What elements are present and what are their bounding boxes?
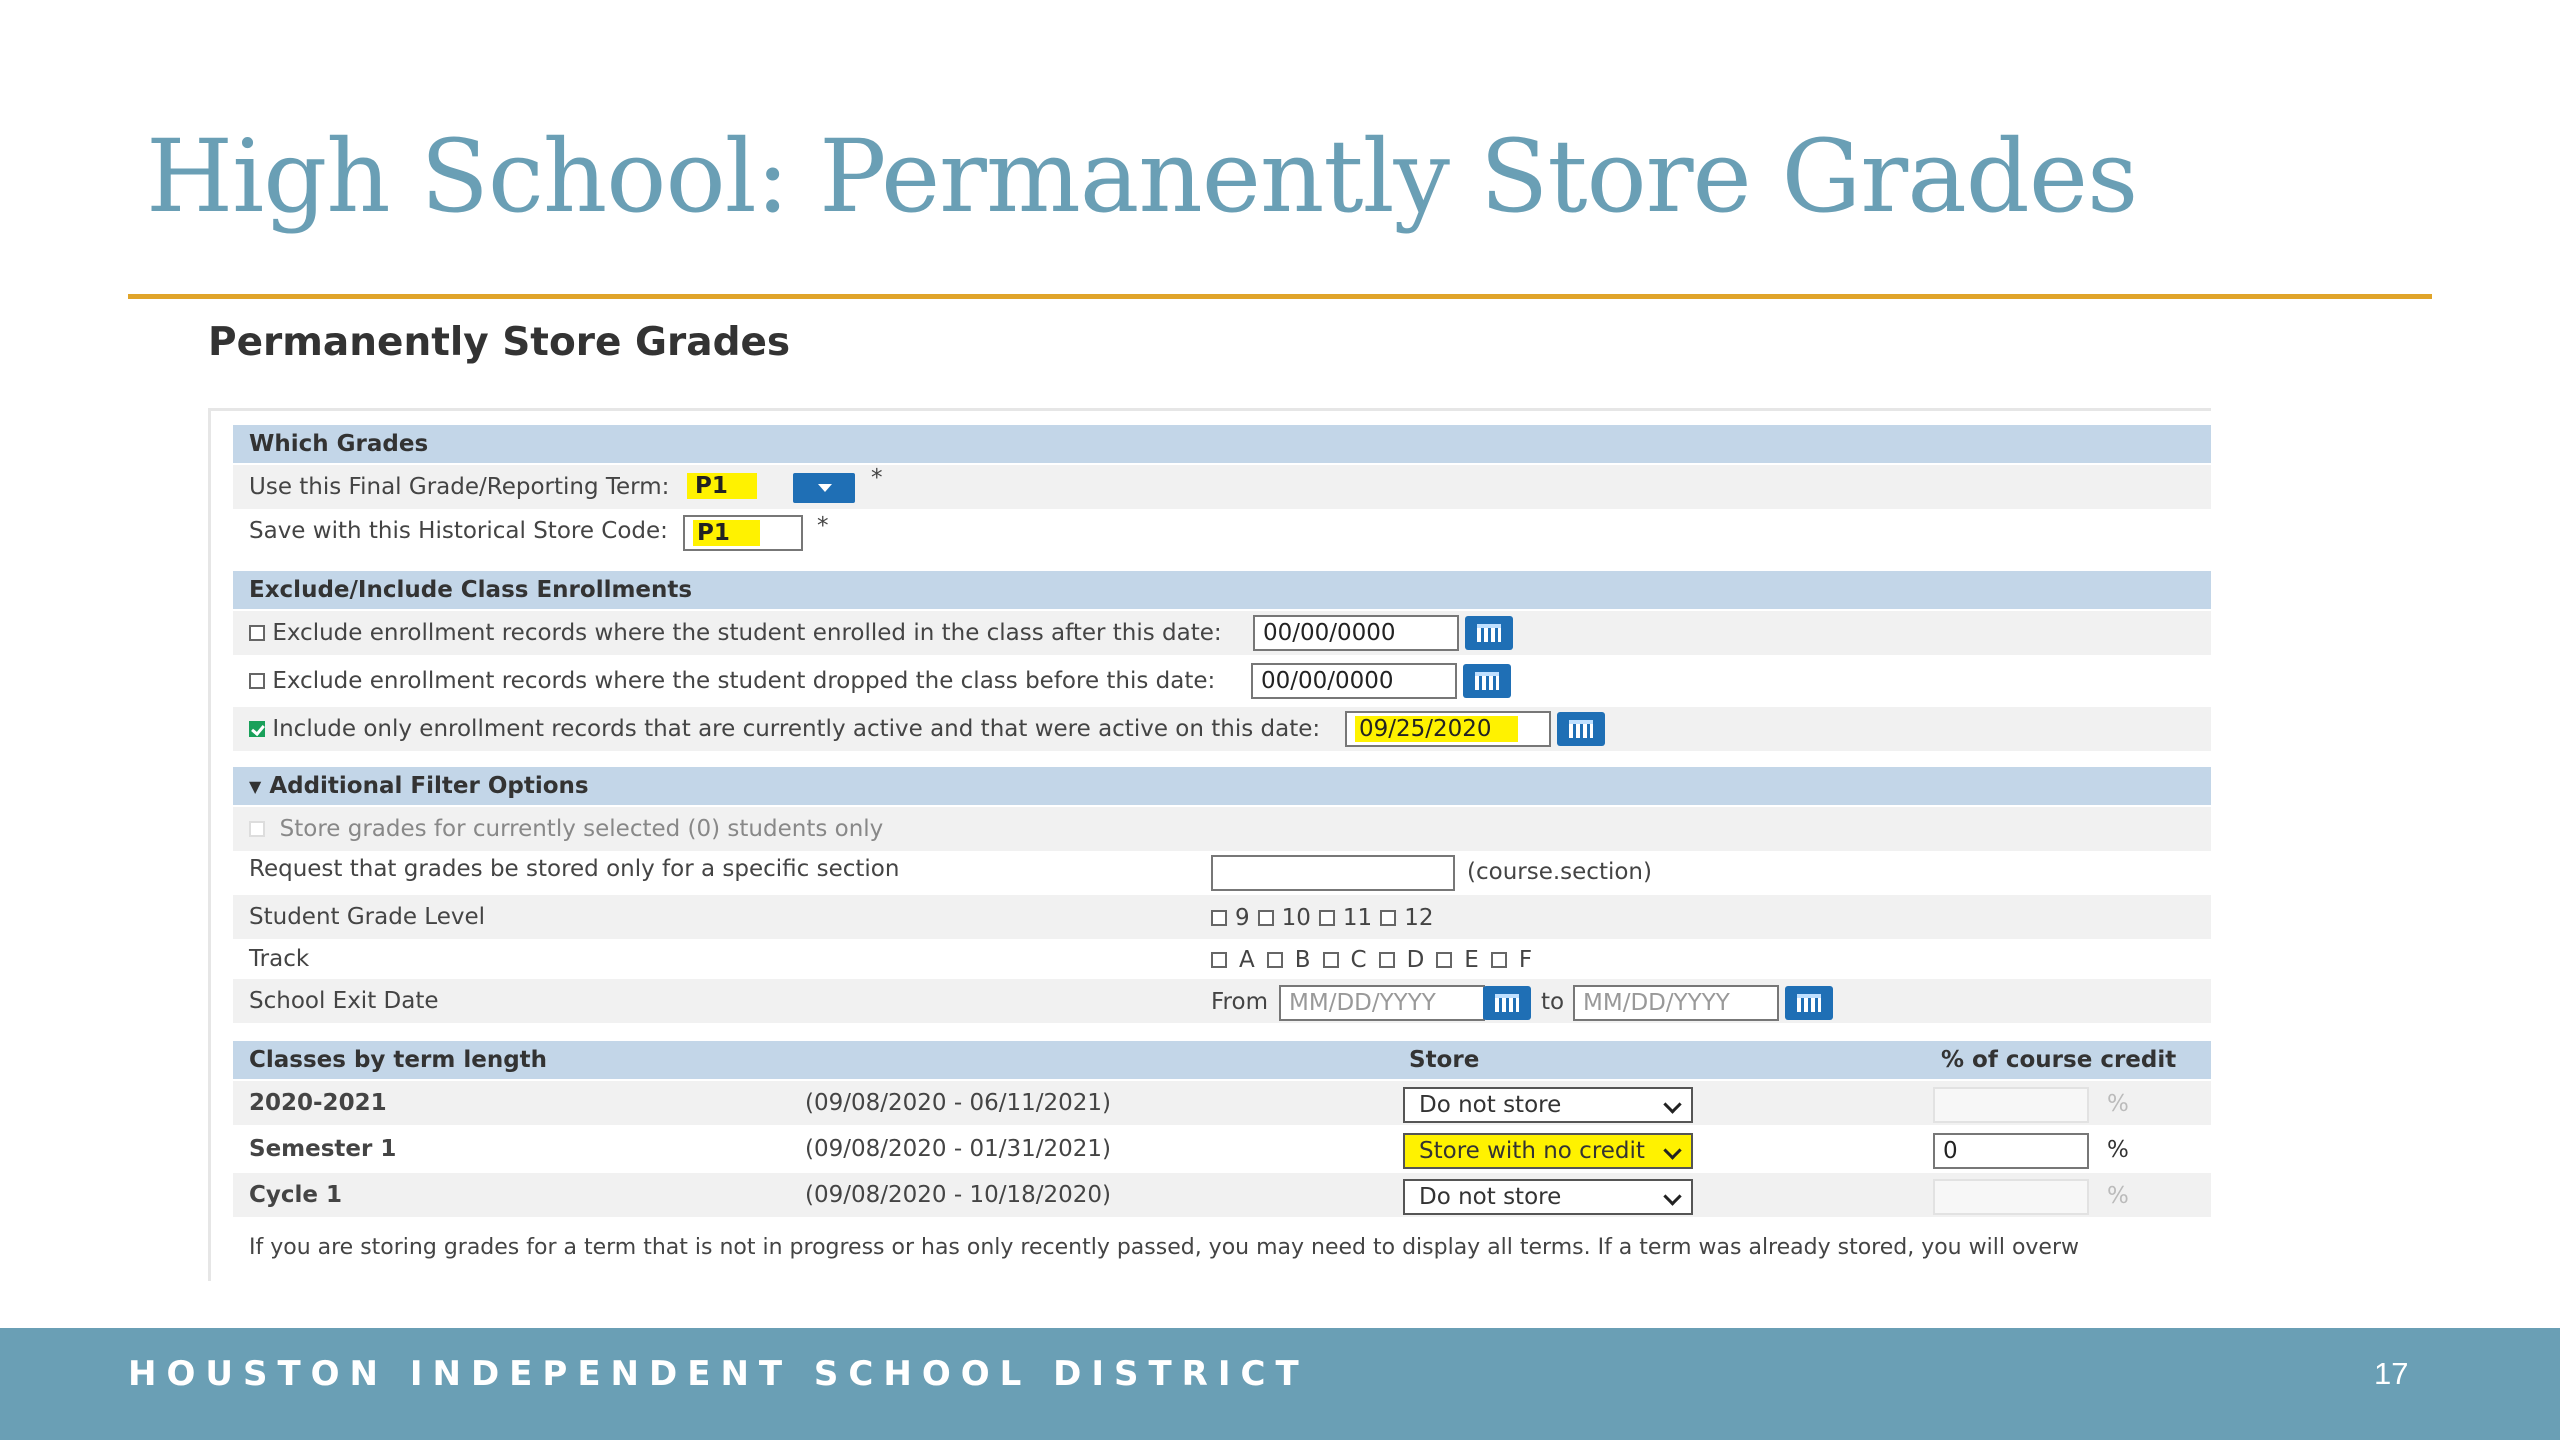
credit-input-cycle-1[interactable] [1933, 1179, 2089, 1215]
header-credit: % of course credit [1941, 1047, 2177, 1073]
section-header-filters[interactable] [233, 767, 2211, 805]
exclude-before-label: Exclude enrollment records where the student dropped the class before this date: [272, 668, 1216, 694]
exclude-before-checkbox[interactable] [249, 673, 265, 689]
store-select-value: Store with no credit [1419, 1138, 1645, 1164]
exclude-before-row [233, 659, 2211, 703]
from-label: From [1211, 989, 1268, 1015]
include-active-date-value: 09/25/2020 [1355, 716, 1518, 742]
percent-label: % [2107, 1183, 2129, 1209]
term-dates: (09/08/2020 - 06/11/2021) [805, 1090, 1111, 1116]
section-input[interactable] [1211, 855, 1455, 891]
store-select-cycle-1[interactable] [1403, 1179, 1693, 1215]
table-row [233, 1173, 2211, 1217]
grade-12-label: 12 [1404, 905, 1434, 931]
grade-10-checkbox[interactable] [1258, 910, 1274, 926]
term-name: Cycle 1 [249, 1182, 342, 1208]
required-asterisk: * [871, 465, 883, 491]
calendar-icon[interactable] [1483, 986, 1531, 1020]
term-dates: (09/08/2020 - 10/18/2020) [805, 1182, 1111, 1208]
selected-only-row [233, 807, 2211, 851]
exclude-after-date-input[interactable]: 00/00/0000 [1253, 615, 1459, 651]
section-header-label: Which Grades [249, 431, 429, 457]
grade-level-options [1211, 905, 1433, 931]
term-select-value[interactable]: P1 [687, 473, 757, 499]
track-d-label: D [1406, 947, 1425, 973]
to-label: to [1541, 989, 1565, 1015]
section-header-which-grades [233, 425, 2211, 463]
term-row [233, 465, 2211, 509]
include-active-label: Include only enrollment records that are currently active and that were active on this date: [272, 716, 1321, 742]
calendar-icon[interactable] [1463, 664, 1511, 698]
store-grades-form [208, 408, 2211, 1281]
table-row [233, 1127, 2211, 1171]
section-header-label: Additional Filter Options [269, 773, 589, 799]
header-term: Classes by term length [249, 1047, 548, 1073]
caret-down-icon[interactable]: ▼ [249, 776, 262, 796]
credit-input-2020-2021[interactable] [1933, 1087, 2089, 1123]
header-store: Store [1409, 1047, 1480, 1073]
selected-only-label: Store grades for currently selected (0) students only [279, 816, 884, 842]
store-code-row [233, 509, 2211, 553]
grade-9-label: 9 [1235, 905, 1250, 931]
track-c-label: C [1350, 947, 1367, 973]
include-active-checkbox[interactable] [249, 721, 265, 737]
calendar-icon[interactable] [1465, 616, 1513, 650]
term-dropdown-icon[interactable] [793, 473, 855, 503]
calendar-icon[interactable] [1785, 986, 1833, 1020]
track-label: Track [249, 946, 310, 972]
store-code-value: P1 [693, 520, 760, 546]
track-d-checkbox[interactable] [1379, 952, 1395, 968]
exit-date-label: School Exit Date [249, 988, 439, 1014]
track-f-checkbox[interactable] [1491, 952, 1507, 968]
track-a-label: A [1239, 947, 1255, 973]
store-code-label: Save with this Historical Store Code: [249, 518, 668, 544]
footer-district-name: HOUSTON INDEPENDENT SCHOOL DISTRICT [128, 1354, 1309, 1394]
track-e-checkbox[interactable] [1436, 952, 1452, 968]
store-select-value: Do not store [1419, 1092, 1562, 1118]
store-select-value: Do not store [1419, 1184, 1562, 1210]
calendar-icon[interactable] [1557, 712, 1605, 746]
classes-table-header [233, 1041, 2211, 1079]
store-code-input[interactable] [683, 515, 803, 551]
chevron-down-icon [1663, 1187, 1681, 1205]
grade-11-label: 11 [1342, 905, 1373, 931]
include-active-date-input[interactable] [1345, 711, 1551, 747]
slide-title: High School: Permanently Store Grades [146, 118, 2138, 235]
section-label: Request that grades be stored only for a specific section [249, 856, 900, 882]
track-options [1211, 947, 1532, 973]
storing-note-text: If you are storing grades for a term that is not in progress or has only recently passed, you may need to display all terms. If a term was already stored, you will overw [249, 1234, 2079, 1260]
screenshot-area [208, 320, 2248, 1280]
selected-only-checkbox[interactable] [249, 821, 265, 837]
percent-label: % [2107, 1137, 2129, 1163]
term-name: Semester 1 [249, 1136, 397, 1162]
store-select-2020-2021[interactable] [1403, 1087, 1693, 1123]
track-a-checkbox[interactable] [1211, 952, 1227, 968]
section-hint: (course.section) [1467, 859, 1652, 885]
storing-note [233, 1225, 2211, 1269]
term-dates: (09/08/2020 - 01/31/2021) [805, 1136, 1111, 1162]
include-active-row [233, 707, 2211, 751]
grade-9-checkbox[interactable] [1211, 910, 1227, 926]
percent-label: % [2107, 1091, 2129, 1117]
exclude-before-date-input[interactable]: 00/00/0000 [1251, 663, 1457, 699]
title-divider [128, 294, 2432, 299]
required-asterisk: * [817, 513, 829, 539]
track-e-label: E [1464, 947, 1479, 973]
track-b-checkbox[interactable] [1267, 952, 1283, 968]
credit-input-semester-1[interactable]: 0 [1933, 1133, 2089, 1169]
store-select-semester-1[interactable] [1403, 1133, 1693, 1169]
page-heading: Permanently Store Grades [208, 320, 791, 365]
chevron-down-icon [1663, 1095, 1681, 1113]
exit-date-to-input[interactable]: MM/DD/YYYY [1573, 985, 1779, 1021]
slide-page-number: 17 [2374, 1356, 2409, 1391]
exclude-after-label: Exclude enrollment records where the student enrolled in the class after this date: [272, 620, 1222, 646]
term-name: 2020-2021 [249, 1090, 387, 1116]
chevron-down-icon [1663, 1141, 1681, 1159]
track-b-label: B [1294, 947, 1311, 973]
section-header-label: Exclude/Include Class Enrollments [249, 577, 693, 603]
table-row [233, 1081, 2211, 1125]
exclude-after-checkbox[interactable] [249, 625, 265, 641]
section-header-exclude-include [233, 571, 2211, 609]
exclude-after-row [233, 611, 2211, 655]
grade-12-checkbox[interactable] [1380, 910, 1396, 926]
track-c-checkbox[interactable] [1323, 952, 1339, 968]
track-f-label: F [1518, 947, 1533, 973]
grade-10-label: 10 [1281, 905, 1311, 931]
term-label: Use this Final Grade/Reporting Term: [249, 474, 670, 500]
grade-level-label: Student Grade Level [249, 904, 485, 930]
exit-date-from-input[interactable]: MM/DD/YYYY [1279, 985, 1485, 1021]
grade-11-checkbox[interactable] [1319, 910, 1335, 926]
